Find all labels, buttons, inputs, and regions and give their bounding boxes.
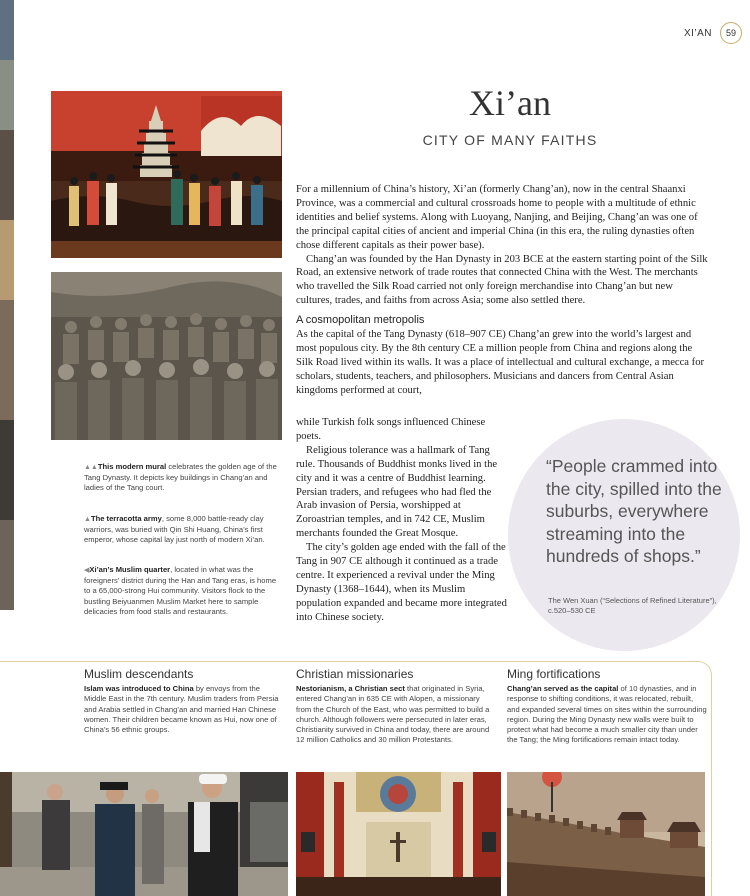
running-head-section: XI’AN [683, 27, 712, 39]
caption-text: celebrates the golden age of the Tang Dynasty. It depicts key buildings in Chang’an and ladies of the Tang court. [84, 462, 277, 493]
caption-text: , located in what was the foreigners’ district during the Han and Tang eras, is home to a 65,000-strong Hui community. Visitors flock to the bustling Beiyuanmen Muslim Market here to sample delicacies from food stalls and restaurants. [84, 565, 277, 616]
page-subtitle: CITY OF MANY FAITHS [422, 132, 598, 148]
caption-bold: This modern mural [97, 462, 167, 471]
modern-mural-photo [51, 91, 282, 258]
panel-bold: Nestorianism, a Christian sect [296, 684, 405, 693]
panel-text-muslim [84, 684, 284, 735]
panel-body: by envoys from the Middle East in the 7th century. Muslim traders from Persia and Arabia settled in Chang’an and married Han Chinese women. Their children became known as Hui, now one of China’s 56 ethnic groups. [84, 684, 279, 735]
pull-quote: “People crammed into the city, spilled into the suburbs, everywhere streaming into the hundreds of shops.” [546, 456, 722, 566]
terracotta-army-photo [51, 272, 282, 440]
church-interior-photo [296, 772, 501, 896]
section-paragraph-3: The city’s golden age ended with the fall of the Tang in 907 CE although it continued as a trade centre. It experienced a revival under the Ming Dynasty (1368–1644), when its Muslim population expanded and became more integrated into Chinese society. [296, 542, 507, 623]
panel-heading-christian: Christian missionaries [296, 667, 414, 681]
section-text-narrow [296, 416, 510, 625]
panel-bold: Chang’an served as the capital [507, 684, 619, 693]
quote-source: The Wen Xuan (“Selections of Refined Literature”), c.520–530 CE [548, 596, 717, 615]
section-paragraph-1: As the capital of the Tang Dynasty (618–907 CE) Chang’an grew into the world’s largest and most populous city. By the 8th century CE a million people from China and regions along the Silk Road lived within its walls. It was a place of intellectual and cultural exchange, a mecca for scholars, students, teachers, and philosophers. Musicians and dancers from Central Asian kingdoms performed at court, [296, 329, 705, 396]
panel-text-christian [296, 684, 496, 746]
panel-text-ming [507, 684, 707, 746]
intro-text [296, 183, 708, 398]
caption-text: , some 8,000 battle-ready clay warriors, was buried with Qin Shi Huang, China’s first emperor, whose capital lay just north of modern Xi’an. [84, 514, 265, 545]
caption-bold: Xi’an’s Muslim quarter [89, 565, 171, 574]
panel-heading-ming: Ming fortifications [507, 667, 601, 681]
muslim-quarter-photo [0, 772, 288, 896]
panel-body: of 10 dynasties, and in response to shifting conditions, it was relocated, rebuilt, and expanded several times on sites within the surrounding region. During the Ming Dynasty new walls were built to protect what had become a much smaller city than under the Tang; the Ming fortifications remain intact today. [507, 684, 707, 745]
caption-mural [84, 462, 284, 494]
panel-bold: Islam was introduced to China [84, 684, 194, 693]
page-title: Xi’an [469, 83, 551, 123]
panel-body: that originated in Syria, entered Chang’an in 635 CE with Alopen, a missionary from the Church of the East, who was permitted to build a church. Although followers were persecuted in later eras, Christianity survived in China and today, there are around 12 million Catholics and 30 million Protestants. [296, 684, 490, 745]
arrow-left-icon: ◀ [84, 567, 90, 574]
running-head [684, 22, 742, 44]
section-heading: A cosmopolitan metropolis [296, 314, 425, 327]
left-edge-photo-strip [0, 0, 14, 610]
ming-city-wall-photo [507, 772, 705, 896]
arrow-up-icon: ▲▲ [84, 464, 98, 471]
page-number: 59 [720, 22, 742, 44]
caption-muslim-quarter [84, 565, 284, 617]
caption-bold: The terracotta army [90, 514, 162, 523]
intro-paragraph-2: Chang’an was founded by the Han Dynasty in 203 BCE at the eastern starting point of the Silk Road, an extensive network of trade routes that connected China with the West. The merchants who travelled the Silk Road carried not only foreign merchandise into Chang’an but new cultures, trades, and faiths from across Asia; some also settled there. [296, 253, 708, 307]
arrow-up-icon: ▲ [84, 516, 91, 523]
caption-terracotta [84, 514, 284, 546]
section-paragraph-1-end: while Turkish folk songs influenced Chinese poets. [296, 417, 486, 442]
section-paragraph-2: Religious tolerance was a hallmark of Tang rule. Thousands of Buddhist monks lived in the city and it was a centre of Buddhist learning. Persian traders, and refugees who had fled the Arab invasion of Persia, worshipped at Zoroastrian temples, and in 742 CE, Muslim merchants founded the Great Mosque. [296, 444, 498, 540]
intro-paragraph-1: For a millennium of China’s history, Xi’an (formerly Chang’an), now in the central Shaanxi Province, was a commercial and cultural crossroads home to people with a multitude of ethnic identities and belief systems. Along with Luoyang, Nanjing, and Beijing, Chang’an was one of the principal capital cities of ancient and imperial China (in this era, the ruling dynasties often chose different capitals as their power base). [296, 184, 698, 251]
panel-heading-muslim: Muslim descendants [84, 667, 194, 681]
